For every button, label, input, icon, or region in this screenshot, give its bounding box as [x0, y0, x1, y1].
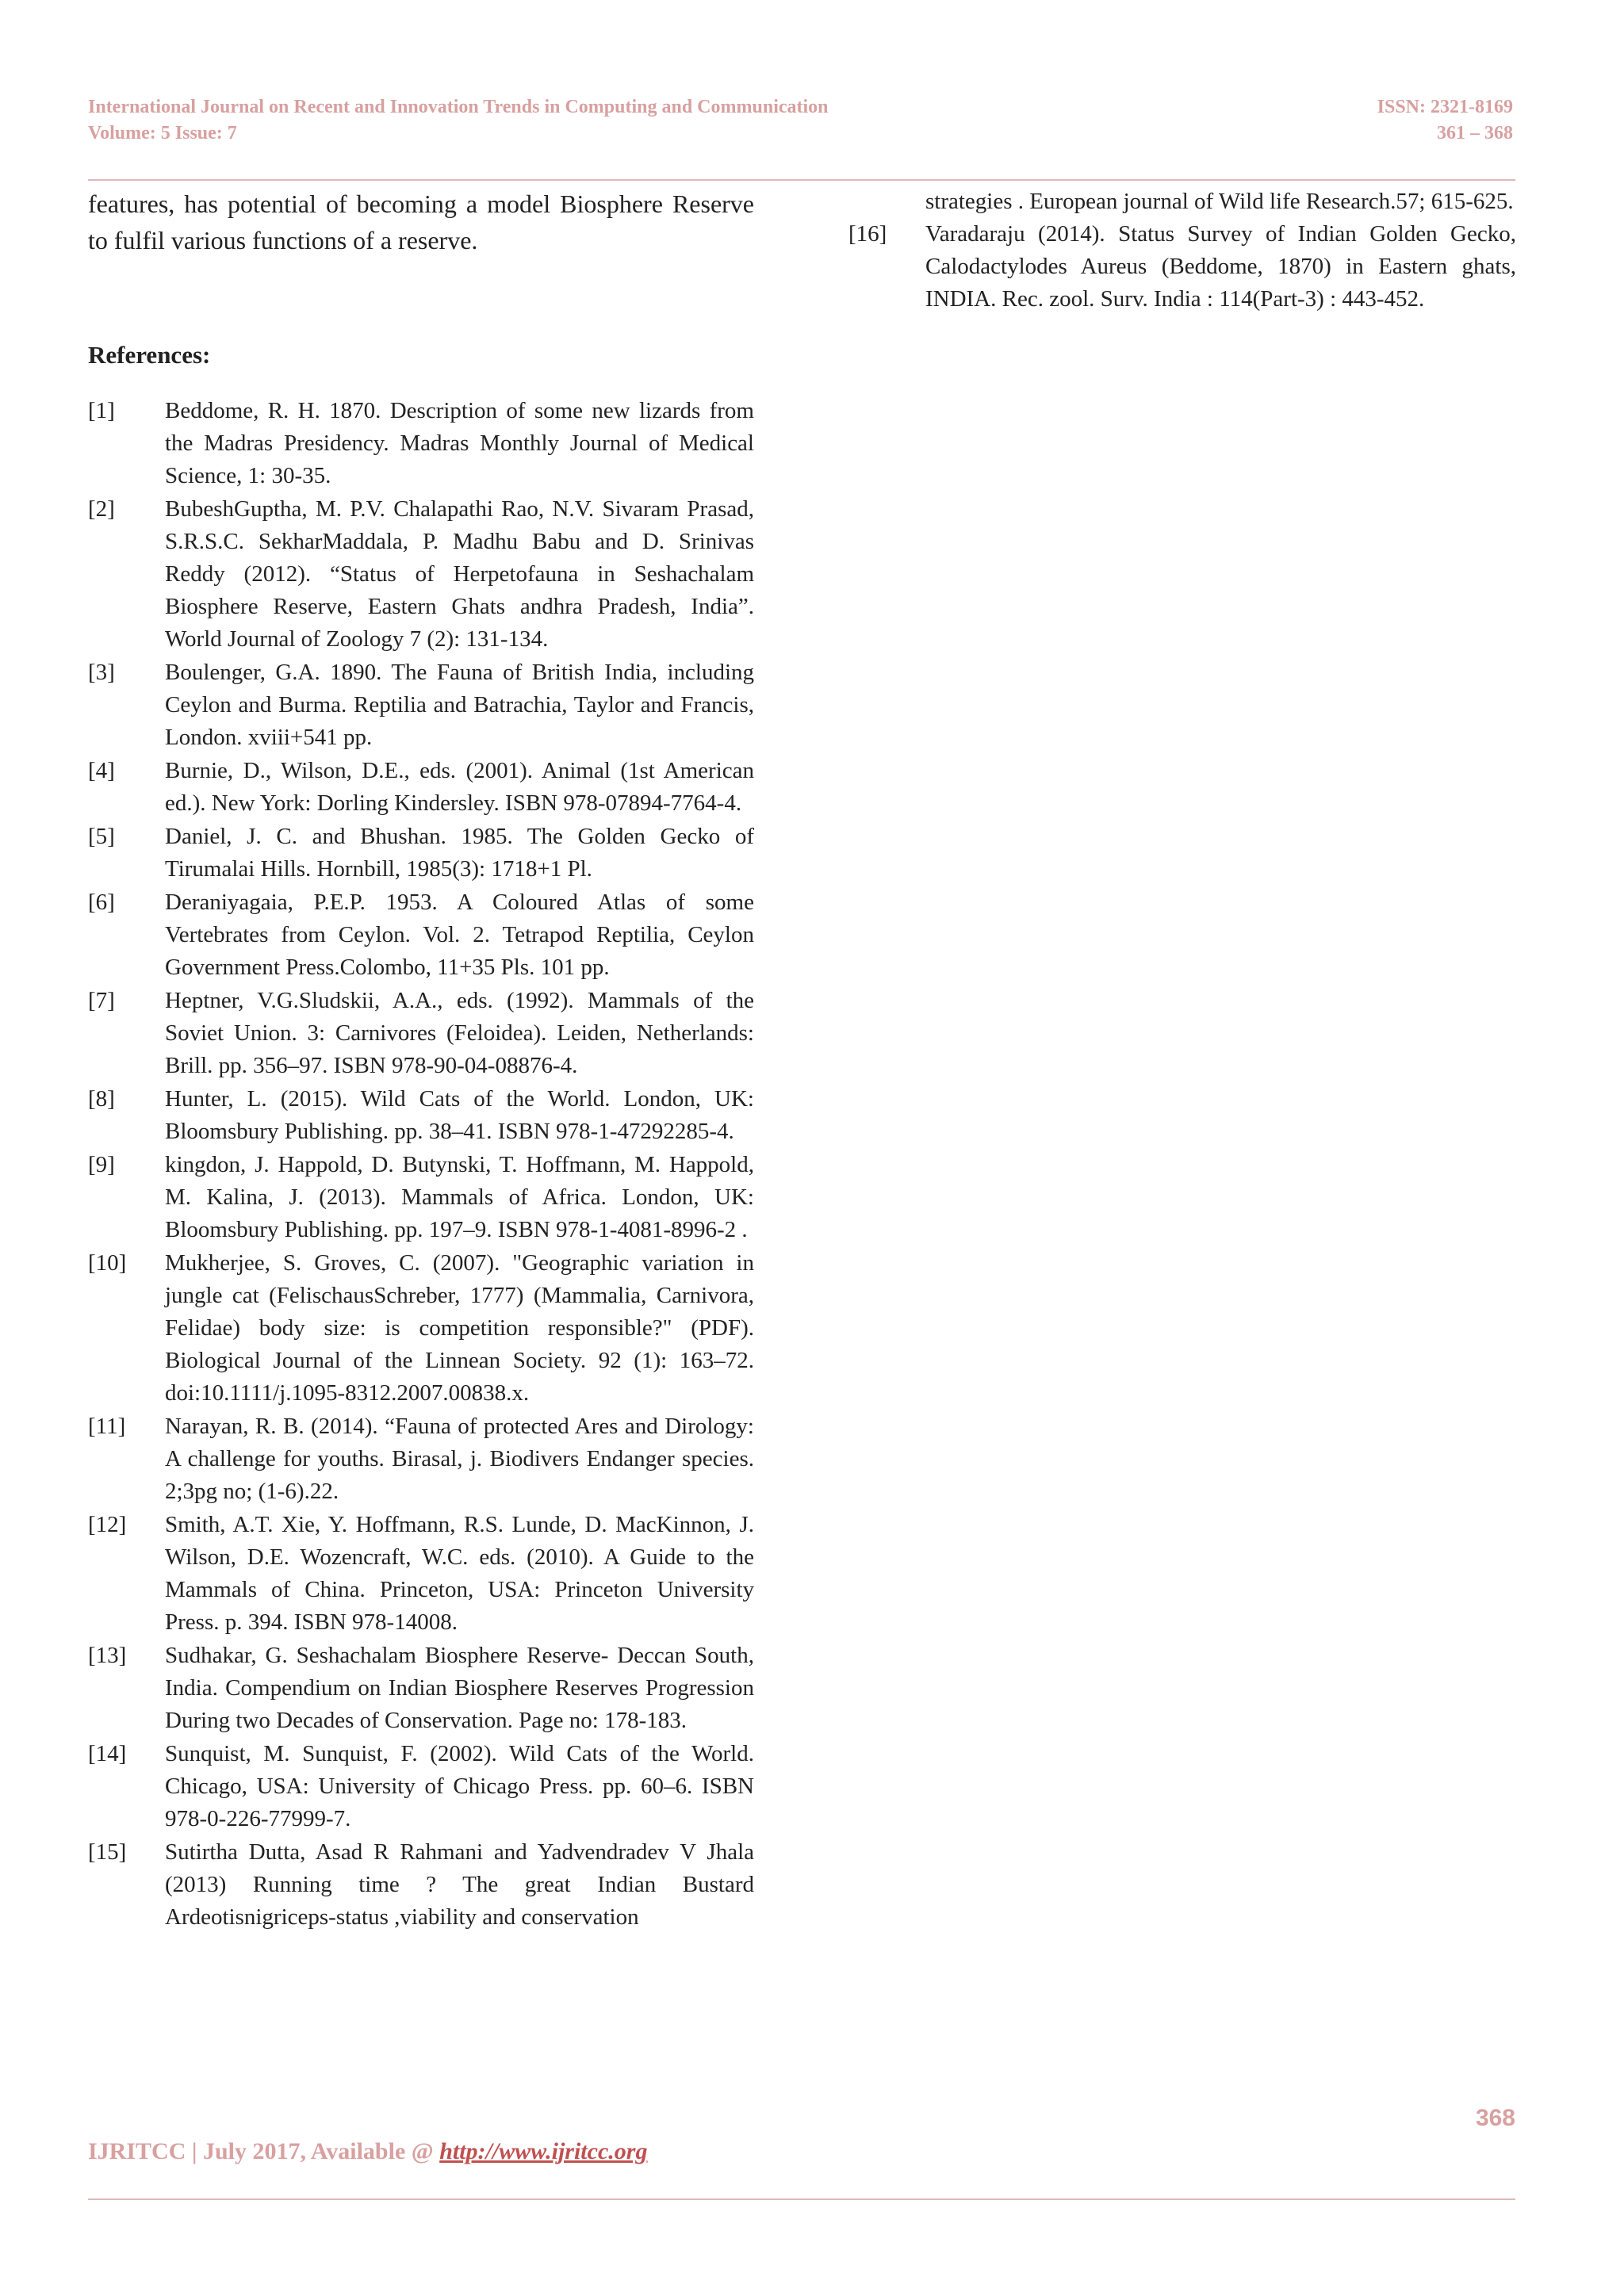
reference-item-8 [88, 1083, 754, 1148]
footer-divider [88, 2198, 1515, 2200]
reference-item-5 [88, 821, 754, 886]
reference-number: [11] [88, 1414, 126, 1439]
footer-text: IJRITCC | July 2017, Available @ [88, 2138, 440, 2164]
reference-item-4 [88, 755, 754, 820]
right-column [848, 186, 1516, 316]
reference-text: Burnie, D., Wilson, D.E., eds. (2001). Animal (1st American ed.). New York: Dorling Kindersley. ISBN 978-07894-7764-4. [165, 758, 754, 816]
reference-list [88, 395, 754, 1934]
reference-text: Hunter, L. (2015). Wild Cats of the World. London, UK: Bloomsbury Publishing. pp. 38–41. ISBN 978-1-47292285-4. [165, 1086, 754, 1144]
reference-number: [5] [88, 824, 115, 849]
reference-text: Boulenger, G.A. 1890. The Fauna of British India, including Ceylon and Burma. Reptilia and Batrachia, Taylor and Francis, London. xviii+541 pp. [165, 660, 754, 750]
intro-paragraph: features, has potential of becoming a model Biosphere Reserve to fulfil various functions of a reserve. [88, 189, 754, 254]
reference-number: [12] [88, 1512, 127, 1537]
reference-text: Sunquist, M. Sunquist, F. (2002). Wild Cats of the World. Chicago, USA: University of Chicago Press. pp. 60–6. ISBN 978-0-226-77999-7. [165, 1741, 754, 1831]
reference-text: Deraniyagaia, P.E.P. 1953. A Coloured Atlas of some Vertebrates from Ceylon. Vol. 2. Tetrapod Reptilia, Ceylon Government Press.Colombo, 11+35 Pls. 101 pp. [165, 890, 754, 980]
volume-issue: Volume: 5 Issue: 7 [88, 123, 237, 144]
reference-15-continuation: strategies . European journal of Wild life Research.57; 615-625. [925, 189, 1514, 214]
journal-title: International Journal on Recent and Innovation Trends in Computing and Communication [88, 97, 829, 117]
reference-number: [14] [88, 1741, 127, 1766]
reference-number: [1] [88, 398, 115, 423]
header-divider [88, 179, 1515, 181]
reference-number: [7] [88, 988, 115, 1013]
page-number: 368 [1475, 2105, 1515, 2131]
left-column [88, 186, 754, 1930]
reference-number: [4] [88, 758, 115, 783]
reference-text: Varadaraju (2014). Status Survey of Indian Golden Gecko, Calodactylodes Aureus (Beddome, 1870) in Eastern ghats, INDIA. Rec. zool. Surv. India : 114(Part-3) : 443-452. [925, 221, 1516, 312]
reference-item-15 [88, 1836, 754, 1934]
reference-text: Daniel, J. C. and Bhushan. 1985. The Golden Gecko of Tirumalai Hills. Hornbill, 1985(3): 1718+1 Pl. [165, 824, 754, 882]
reference-text: Smith, A.T. Xie, Y. Hoffmann, R.S. Lunde, D. MacKinnon, J. Wilson, D.E. Wozencraft, W.C. eds. (2010). A Guide to the Mammals of China. Princeton, USA: Princeton University Press. p. 394. ISBN 978-14008. [165, 1512, 754, 1635]
reference-text: Sudhakar, G. Seshachalam Biosphere Reserve- Deccan South, India. Compendium on Indian Biosphere Reserves Progression During two Decades of Conservation. Page no: 178-183. [165, 1643, 754, 1733]
reference-item-7 [88, 985, 754, 1082]
reference-item-16 [848, 218, 1516, 316]
reference-number: [13] [88, 1643, 127, 1668]
reference-text: Beddome, R. H. 1870. Description of some new lizards from the Madras Presidency. Madras Monthly Journal of Medical Science, 1: 30-35. [165, 398, 754, 488]
references-heading: References: [88, 341, 211, 369]
page-range: 361 – 368 [1437, 123, 1513, 144]
reference-number: [16] [848, 221, 887, 247]
reference-number: [8] [88, 1086, 115, 1112]
issn: ISSN: 2321-8169 [1377, 97, 1513, 117]
reference-text: Heptner, V.G.Sludskii, A.A., eds. (1992). Mammals of the Soviet Union. 3: Carnivores (Feloidea). Leiden, Netherlands: Brill. pp. 356–97. ISBN 978-90-04-08876-4. [165, 988, 754, 1078]
reference-number: [10] [88, 1250, 127, 1276]
reference-number: [15] [88, 1839, 127, 1865]
reference-item-13 [88, 1640, 754, 1737]
journal-website-link[interactable]: http://www.ijritcc.org [439, 2138, 648, 2164]
reference-text: kingdon, J. Happold, D. Butynski, T. Hoffmann, M. Happold, M. Kalina, J. (2013). Mammals of Africa. London, UK: Bloomsbury Publishing. pp. 197–9. ISBN 978-1-4081-8996-2 . [165, 1152, 754, 1242]
header-right [1377, 94, 1513, 147]
reference-item-11 [88, 1410, 754, 1508]
reference-item-10 [88, 1247, 754, 1410]
page-footer [88, 2138, 647, 2165]
reference-text: Mukherjee, S. Groves, C. (2007). "Geographic variation in jungle cat (FelischausSchreber, 1777) (Mammalia, Carnivora, Felidae) body size: is competition responsible?" (PDF). Biological Journal of the Linnean Society. 92 (1): 163–72. doi:10.1111/j.1095-8312.2007.00838.x. [165, 1250, 754, 1406]
reference-item-1 [88, 395, 754, 492]
reference-item-14 [88, 1738, 754, 1835]
reference-item-9 [88, 1149, 754, 1246]
reference-number: [9] [88, 1152, 115, 1177]
reference-item-2 [88, 493, 754, 656]
header-left [88, 94, 829, 147]
reference-number: [2] [88, 496, 115, 522]
reference-text: Narayan, R. B. (2014). “Fauna of protected Ares and Dirology: A challenge for youths. Birasal, j. Biodivers Endanger species. 2;3pg no; (1-6).22. [165, 1414, 754, 1504]
reference-number: [6] [88, 890, 115, 915]
reference-item-6 [88, 886, 754, 984]
reference-item-12 [88, 1509, 754, 1639]
reference-item-3 [88, 656, 754, 754]
reference-number: [3] [88, 660, 115, 685]
reference-text: Sutirtha Dutta, Asad R Rahmani and Yadvendradev V Jhala (2013) Running time ? The great Indian Bustard Ardeotisnigriceps-status ,viability and conservation [165, 1839, 754, 1930]
reference-text: BubeshGuptha, M. P.V. Chalapathi Rao, N.V. Sivaram Prasad, S.R.S.C. SekharMaddala, P. Madhu Babu and D. Srinivas Reddy (2012). “Status of Herpetofauna in Seshachalam Biosphere Reserve, Eastern Ghats andhra Pradesh, India”. World Journal of Zoology 7 (2): 131-134. [165, 496, 754, 652]
